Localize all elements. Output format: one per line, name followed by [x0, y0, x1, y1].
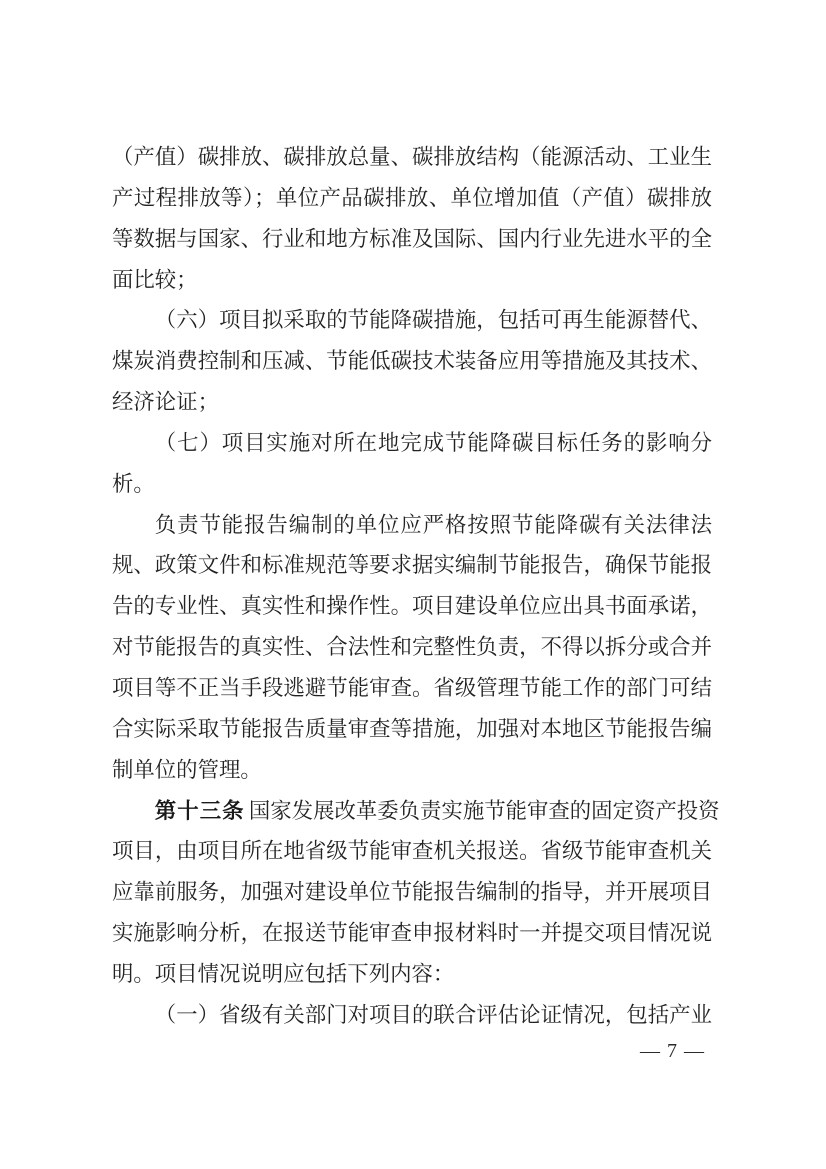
doc-line: [112, 750, 712, 791]
doc-line-text: 经济论证；: [112, 390, 219, 415]
doc-line-text: （产值）碳排放、碳排放总量、碳排放结构（能源活动、工业生: [112, 145, 712, 169]
doc-line-article-13: [112, 791, 720, 832]
doc-line: [112, 178, 712, 219]
article-number-label: 第十三条: [154, 798, 245, 823]
doc-line-text: 面比较；: [112, 267, 198, 292]
doc-line: [112, 382, 712, 423]
doc-line-text: 项目，由项目所在地省级节能审查机关报送。省级节能审查机关: [112, 839, 712, 864]
doc-line-text: 对节能报告的真实性、合法性和完整性负责，不得以拆分或合并: [112, 635, 712, 660]
doc-line: [112, 954, 712, 995]
doc-line-text: 制单位的管理。: [112, 757, 262, 782]
doc-line-text: 告的专业性、真实性和操作性。项目建设单位应出具书面承诺，: [112, 594, 712, 619]
doc-line: [112, 341, 712, 382]
doc-line: [112, 464, 712, 505]
doc-line-text: 等数据与国家、行业和地方标准及国际、国内行业先进水平的全: [112, 226, 712, 251]
doc-line: [112, 995, 712, 1036]
doc-line: [112, 668, 712, 709]
doc-line: [112, 627, 712, 668]
doc-line-text: 析。: [112, 471, 155, 496]
doc-line: [112, 545, 712, 586]
doc-line: [112, 586, 712, 627]
doc-line: [112, 300, 712, 341]
doc-line: [112, 423, 712, 464]
doc-line: [112, 260, 712, 301]
doc-line-text: 明。项目情况说明应包括下列内容：: [112, 961, 455, 986]
doc-line: [112, 505, 712, 546]
doc-line-text: 应靠前服务，加强对建设单位节能报告编制的指导，并开展项目: [112, 880, 712, 905]
doc-line-text: 规、政策文件和标准规范等要求据实编制节能报告，确保节能报: [112, 553, 712, 578]
document-body: [112, 137, 720, 1036]
doc-line-text: （一）省级有关部门对项目的联合评估论证情况，包括产业: [154, 1002, 712, 1027]
doc-line-text: 合实际采取节能报告质量审查等措施，加强对本地区节能报告编: [112, 716, 712, 741]
doc-line-text: 煤炭消费控制和压减、节能低碳技术装备应用等措施及其技术、: [112, 349, 712, 374]
doc-line: [112, 831, 712, 872]
doc-line-text: 实施影响分析，在报送节能审查申报材料时一并提交项目情况说: [112, 921, 712, 946]
doc-line: [112, 709, 712, 750]
doc-line-text: 项目等不正当手段逃避节能审查。省级管理节能工作的部门可结: [112, 675, 712, 700]
doc-line: [112, 872, 712, 913]
page-number: — 7 —: [640, 1040, 705, 1062]
doc-line-text: 国家发展改革委负责实施节能审查的固定资产投资: [248, 798, 720, 823]
doc-line: [112, 913, 712, 954]
doc-line: [112, 219, 712, 260]
doc-line-text: （六）项目拟采取的节能降碳措施，包括可再生能源替代、: [154, 308, 712, 333]
doc-line-text: （七）项目实施对所在地完成节能降碳目标任务的影响分: [154, 430, 712, 455]
doc-line-text: 负责节能报告编制的单位应严格按照节能降碳有关法律法: [154, 512, 712, 537]
doc-line-text: 产过程排放等）；单位产品碳排放、单位增加值（产值）碳排放: [112, 185, 712, 210]
doc-line: [112, 137, 712, 178]
